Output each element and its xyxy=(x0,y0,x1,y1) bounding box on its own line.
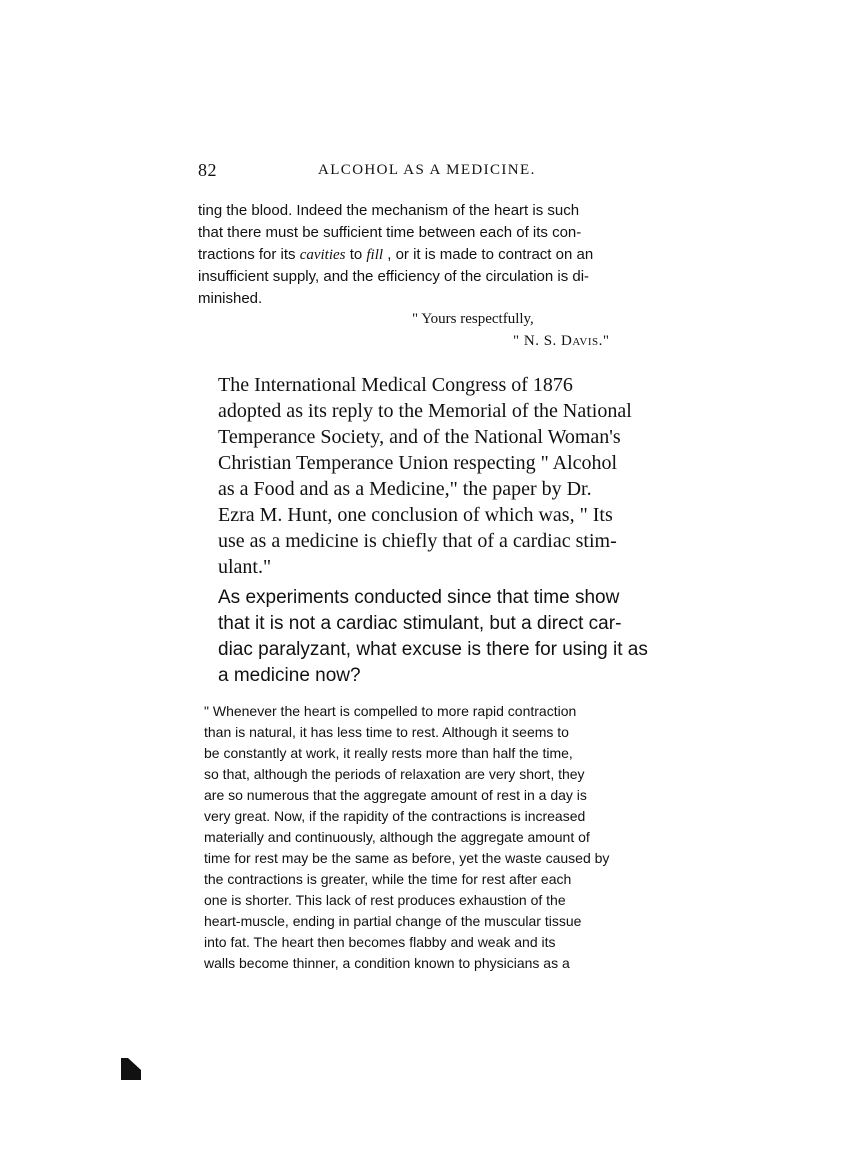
intro-text: tractions for its xyxy=(198,246,300,263)
congress-line: use as a medicine is chiefly that of a cardiac stim- xyxy=(218,530,617,552)
italic-fill: fill xyxy=(366,247,384,263)
quote-paragraph xyxy=(198,701,698,974)
quote-line: be constantly at work, it really rests more than half the time, xyxy=(204,745,573,761)
congress-line: as a Food and as a Medicine," the paper by Dr. xyxy=(218,478,592,500)
experiments-line: that it is not a cardiac stimulant, but a direct car- xyxy=(218,613,622,634)
quote-line: materially and continuously, although the aggregate amount of xyxy=(204,829,590,845)
quote-line: time for rest may be the same as before, yet the waste caused by xyxy=(204,850,610,866)
quote-line: very great. Now, if the rapidity of the contractions is increased xyxy=(204,808,586,824)
intro-line: minished. xyxy=(198,290,263,307)
quote-line: into fat. The heart then becomes flabby and weak and its xyxy=(204,934,556,950)
congress-line: Christian Temperance Union respecting " Alcohol xyxy=(218,452,618,474)
experiments-line: As experiments conducted since that time show xyxy=(218,587,620,608)
congress-line: Ezra M. Hunt, one conclusion of which was, " Its xyxy=(218,504,613,526)
italic-cavities: cavities xyxy=(299,247,346,263)
quote-line: " Whenever the heart is compelled to more rapid contraction xyxy=(204,703,577,719)
intro-line: insufficient supply, and the efficiency of the circulation is di- xyxy=(198,268,590,285)
page-turn-icon xyxy=(121,1058,141,1080)
page-header xyxy=(198,160,698,190)
intro-text: , or it is made to contract on an xyxy=(387,246,594,263)
experiments-line: a medicine now? xyxy=(218,665,361,686)
page-number: 82 xyxy=(198,160,217,180)
signature-block xyxy=(198,310,698,356)
quote-line: so that, although the periods of relaxation are very short, they xyxy=(204,766,585,782)
quote-line: one is shorter. This lack of rest produces exhaustion of the xyxy=(204,892,566,908)
signature-closing: " Yours respectfully, xyxy=(412,311,534,327)
signature-name: " N. S. Davis." xyxy=(513,333,610,349)
intro-paragraph xyxy=(198,200,698,310)
intro-line xyxy=(198,244,698,266)
congress-line: The International Medical Congress of 1876 xyxy=(218,374,573,396)
intro-text: to xyxy=(349,246,367,263)
experiments-paragraph xyxy=(198,585,698,689)
running-title: ALCOHOL AS A MEDICINE. xyxy=(318,162,536,178)
quote-line: walls become thinner, a condition known to physicians as a xyxy=(204,955,570,971)
page-turn-arrow-icon xyxy=(121,1058,141,1080)
book-page xyxy=(198,160,698,974)
congress-line: adopted as its reply to the Memorial of the National xyxy=(218,400,632,422)
quote-line: are so numerous that the aggregate amount of rest in a day is xyxy=(204,787,587,803)
quote-line: heart-muscle, ending in partial change of the muscular tissue xyxy=(204,913,582,929)
congress-paragraph xyxy=(198,372,698,580)
intro-line: that there must be sufficient time between each of its con- xyxy=(198,224,582,241)
intro-line: ting the blood. Indeed the mechanism of the heart is such xyxy=(198,202,580,219)
congress-line: Temperance Society, and of the National Woman's xyxy=(218,426,621,448)
quote-line: than is natural, it has less time to rest. Although it seems to xyxy=(204,724,569,740)
congress-line: ulant." xyxy=(218,556,272,578)
quote-line: the contractions is greater, while the time for rest after each xyxy=(204,871,572,887)
experiments-line: diac paralyzant, what excuse is there for using it as xyxy=(218,639,648,660)
